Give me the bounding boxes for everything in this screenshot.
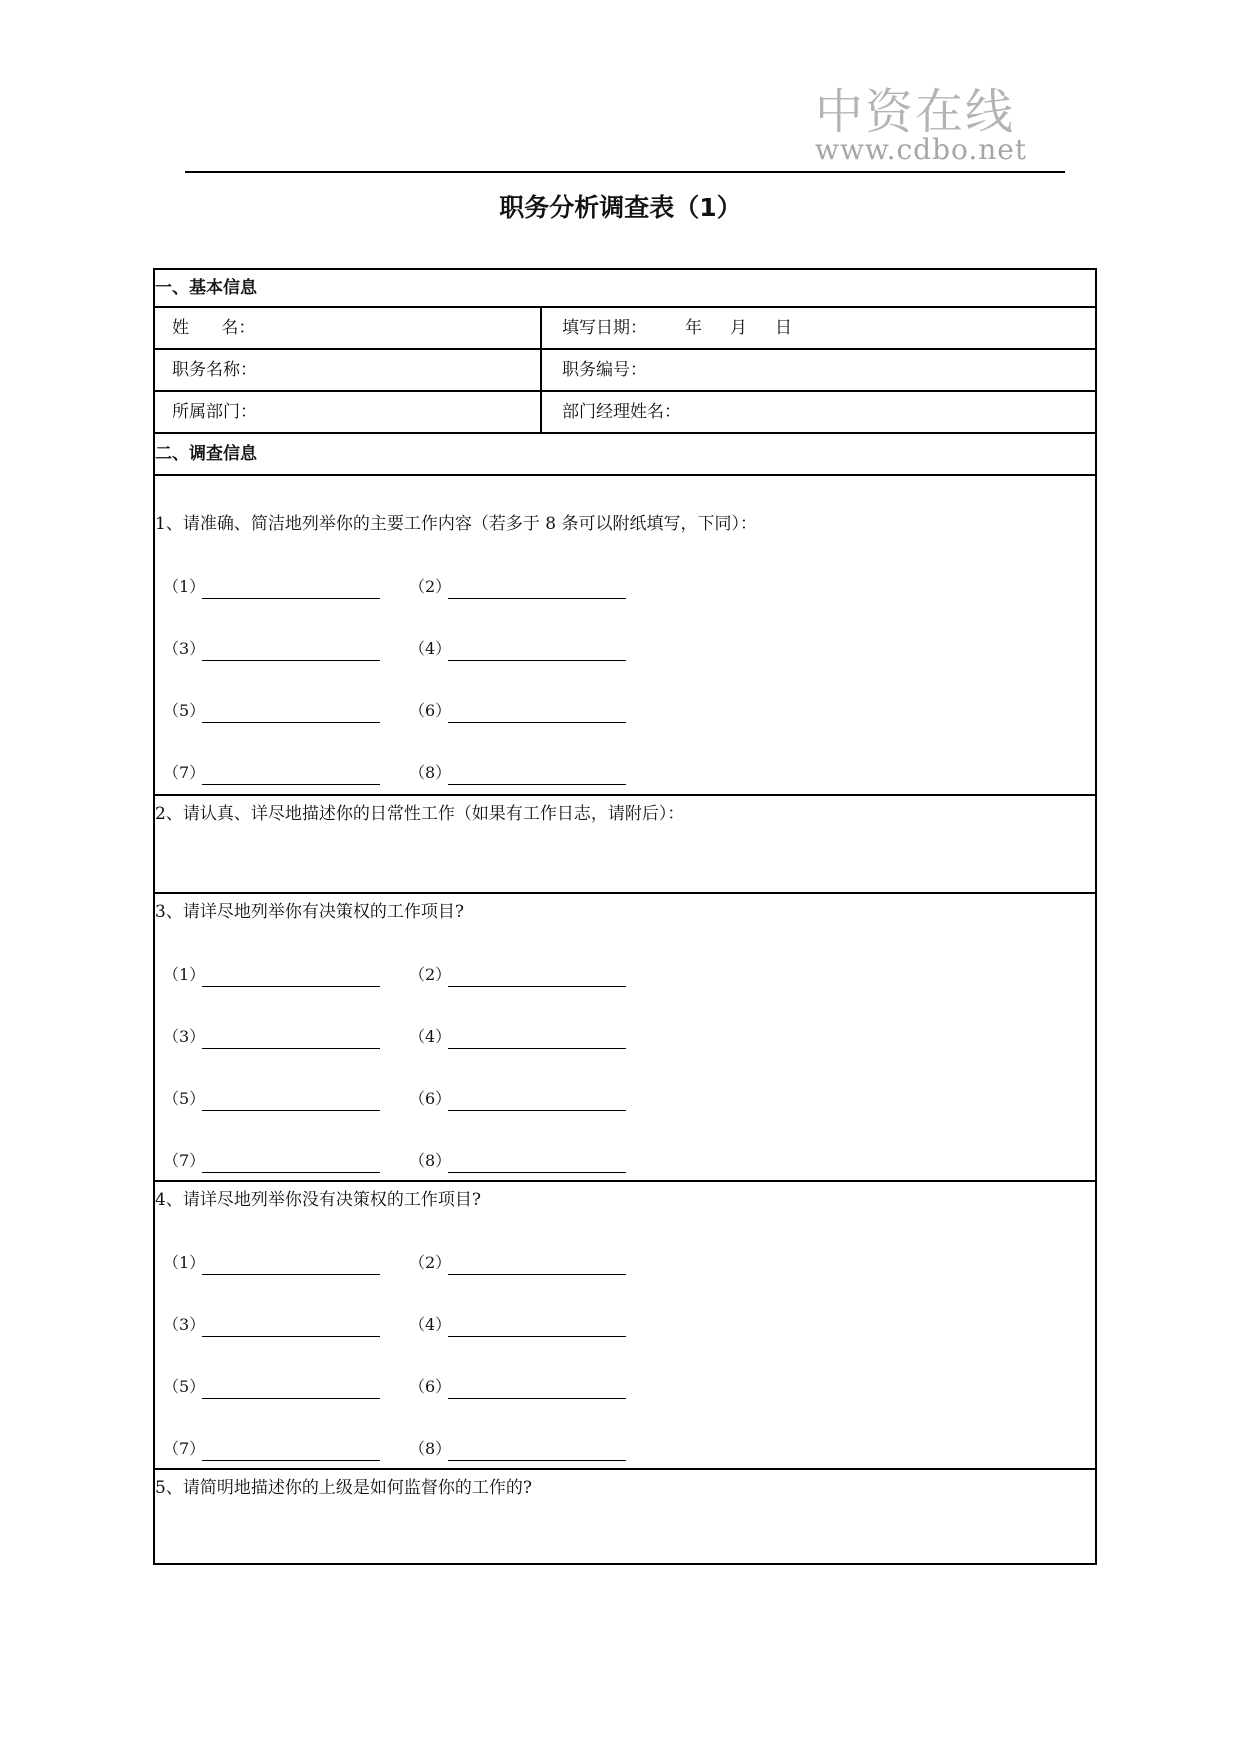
question-3-answer-line-8[interactable] (448, 1172, 626, 1173)
question-1-answer-line-6[interactable] (448, 722, 626, 723)
question-4-item-1 (163, 1250, 206, 1276)
brand-url: www.cdbo.net (815, 133, 1028, 166)
question-1-answer-line-2[interactable] (448, 598, 626, 599)
name-label: 姓 名： (172, 318, 256, 338)
question-4-answer-line-5[interactable] (202, 1398, 380, 1399)
question-3-answer-line-3[interactable] (202, 1048, 380, 1049)
question-1-block (155, 474, 1095, 794)
name-field[interactable] (155, 308, 540, 348)
date-month-label: 月 (730, 318, 747, 338)
question-4-answer-line-8[interactable] (448, 1460, 626, 1461)
question-4-item-8 (409, 1436, 452, 1462)
question-1-item-4 (409, 636, 452, 662)
question-1-item-number: （4） (409, 639, 452, 658)
question-4-block (155, 1180, 1095, 1468)
question-3-item-8 (409, 1148, 452, 1174)
question-2-text: 2、请认真、详尽地描述你的日常性工作（如果有工作日志，请附后）： (155, 804, 685, 824)
position-code-label: 职务编号： (562, 360, 647, 380)
question-1-item-3 (163, 636, 206, 662)
question-4-text: 4、请详尽地列举你没有决策权的工作项目? (155, 1190, 481, 1210)
question-3-item-6 (409, 1086, 452, 1112)
question-1-answer-line-1[interactable] (202, 598, 380, 599)
position-name-label: 职务名称： (172, 360, 257, 380)
question-5-block (155, 1468, 1095, 1563)
question-1-text: 1、请准确、简洁地列举你的主要工作内容（若多于 8 条可以附纸填写，下同）： (155, 514, 757, 534)
question-3-item-number: （7） (163, 1151, 206, 1170)
question-4-item-5 (163, 1374, 206, 1400)
question-3-answer-line-6[interactable] (448, 1110, 626, 1111)
question-4-item-number: （6） (409, 1377, 452, 1396)
question-1-item-number: （7） (163, 763, 206, 782)
question-4-answer-line-4[interactable] (448, 1336, 626, 1337)
row-department (155, 390, 1095, 432)
question-1-answer-line-3[interactable] (202, 660, 380, 661)
question-1-answer-line-5[interactable] (202, 722, 380, 723)
date-label: 填写日期： (562, 318, 647, 338)
question-3-item-number: （2） (409, 965, 452, 984)
question-4-item-number: （5） (163, 1377, 206, 1396)
question-3-item-5 (163, 1086, 206, 1112)
question-3-item-number: （4） (409, 1027, 452, 1046)
survey-form (153, 268, 1097, 1565)
question-3-item-number: （3） (163, 1027, 206, 1046)
question-3-answer-line-7[interactable] (202, 1172, 380, 1173)
question-3-item-3 (163, 1024, 206, 1050)
question-3-item-7 (163, 1148, 206, 1174)
brand-logo (815, 86, 1045, 164)
department-label: 所属部门： (172, 402, 257, 422)
department-field[interactable] (155, 392, 540, 432)
question-4-item-7 (163, 1436, 206, 1462)
question-3-item-number: （1） (163, 965, 206, 984)
question-1-item-number: （8） (409, 763, 452, 782)
question-3-block (155, 892, 1095, 1180)
question-4-item-number: （4） (409, 1315, 452, 1334)
manager-name-field[interactable] (540, 392, 1095, 432)
question-1-item-6 (409, 698, 452, 724)
question-1-item-number: （3） (163, 639, 206, 658)
position-code-field[interactable] (540, 350, 1095, 390)
question-4-item-3 (163, 1312, 206, 1338)
question-1-answer-line-4[interactable] (448, 660, 626, 661)
date-year-label: 年 (685, 318, 702, 338)
question-1-item-8 (409, 760, 452, 786)
question-3-answer-line-4[interactable] (448, 1048, 626, 1049)
row-name-date (155, 306, 1095, 348)
question-3-answer-line-5[interactable] (202, 1110, 380, 1111)
manager-name-label: 部门经理姓名： (562, 402, 681, 422)
question-1-item-number: （6） (409, 701, 452, 720)
position-name-field[interactable] (155, 350, 540, 390)
question-1-item-number: （5） (163, 701, 206, 720)
question-4-answer-line-1[interactable] (202, 1274, 380, 1275)
date-field[interactable] (540, 308, 1095, 348)
question-4-item-number: （8） (409, 1439, 452, 1458)
question-2-block (155, 794, 1095, 892)
question-3-text: 3、请详尽地列举你有决策权的工作项目? (155, 902, 464, 922)
question-4-item-number: （1） (163, 1253, 206, 1272)
question-3-item-4 (409, 1024, 452, 1050)
question-3-item-number: （8） (409, 1151, 452, 1170)
question-1-item-5 (163, 698, 206, 724)
question-1-item-1 (163, 574, 206, 600)
question-4-item-number: （2） (409, 1253, 452, 1272)
question-1-item-number: （2） (409, 577, 452, 596)
question-3-item-1 (163, 962, 206, 988)
question-4-item-2 (409, 1250, 452, 1276)
question-3-answer-line-2[interactable] (448, 986, 626, 987)
question-4-answer-line-6[interactable] (448, 1398, 626, 1399)
question-3-item-number: （5） (163, 1089, 206, 1108)
date-day-label: 日 (775, 318, 792, 338)
question-5-text: 5、请简明地描述你的上级是如何监督你的工作的? (155, 1478, 532, 1498)
question-1-item-number: （1） (163, 577, 206, 596)
document-title: 职务分析调查表（1） (499, 193, 742, 222)
brand-name: 中资在线 (815, 84, 1016, 140)
question-4-answer-line-3[interactable] (202, 1336, 380, 1337)
question-3-answer-line-1[interactable] (202, 986, 380, 987)
question-4-item-number: （7） (163, 1439, 206, 1458)
row-position (155, 348, 1095, 390)
section-survey-info-heading: 二、调查信息 (155, 432, 1095, 474)
question-4-item-6 (409, 1374, 452, 1400)
question-3-item-number: （6） (409, 1089, 452, 1108)
question-1-answer-line-7[interactable] (202, 784, 380, 785)
question-4-answer-line-2[interactable] (448, 1274, 626, 1275)
header-divider (185, 171, 1065, 173)
question-1-item-7 (163, 760, 206, 786)
question-5-answer-area[interactable] (155, 1504, 1095, 1563)
question-1-answer-line-8[interactable] (448, 784, 626, 785)
question-4-item-4 (409, 1312, 452, 1338)
question-1-item-2 (409, 574, 452, 600)
question-3-item-2 (409, 962, 452, 988)
question-4-item-number: （3） (163, 1315, 206, 1334)
question-2-answer-area[interactable] (155, 830, 1095, 892)
question-4-answer-line-7[interactable] (202, 1460, 380, 1461)
section-basic-info-heading: 一、基本信息 (155, 278, 257, 298)
